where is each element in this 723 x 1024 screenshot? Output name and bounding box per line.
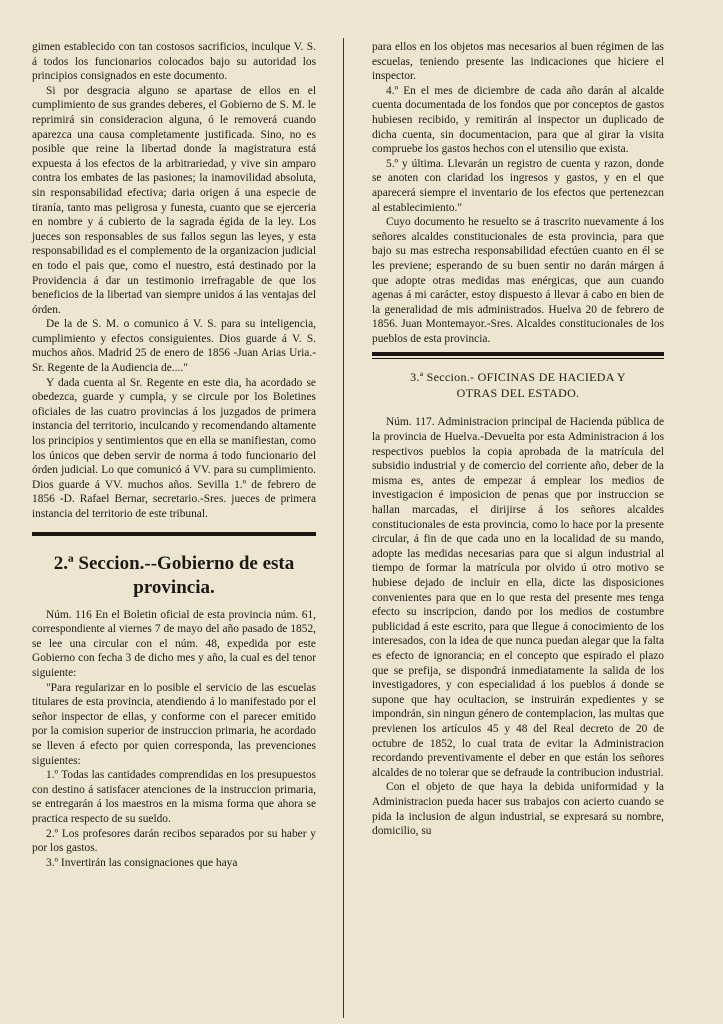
paragraph: Núm. 117. Administracion principal de Hacienda pública de la provincia de Huelva.-Devuelta por esta Administracion á los respectivos pueblos la copia aprobada de la matrícula del subsidio industrial y de comercio del corriente año, deber de la misma es, antes de empezar á emplear los medios de investigacion é imposicion de penas que por instruccion se hallan marcadas, el dirijirse á los señores alcaldes constitucionales de esta provincia, como lo hace por la presente circular, á fin de que cada uno en la localidad de su mando, adopte las medidas necesarias para que si algun industrial al tiempo de formar la matrícula por olvido ú otro motivo se hubiese dejado de incluir en ella, dicte las disposiciones convenientes para que en lo que resta del presente mes tenga efecto su inscripcion, dando por los medios de costumbre publicidad á este escrito, para que llegue á conocimiento de los interesados, con la idea de que nunca puedan alegar que la falta es efecto de ignorancia; en el concepto que espirado el plazo que se prefija, se dispondrá inmediatamente la salida de los investigadores, y con especialidad á los pueblos á donde se supone que hay ocultacion, se instruirán expedientes y se impondrán, sin ningun género de contemplacion, las multas que previenen los artículos 45 y 48 del Real decreto de 20 de octubre de 1852, lo cual trata de evitar la Administracion recordando preventivamente el deber en que están los señores alcaldes de no tolerar que se defraude la contribucion industrial. (372, 416, 664, 779)
paragraph: Con el objeto de que haya la debida uniformidad y la Administracion pueda hacer sus trabajos con acierto cuando se pida la inclusion de algun industrial, se expresará su nombre, domicilio, su (372, 781, 664, 838)
column-divider (343, 38, 344, 1018)
paragraph: gimen establecido con tan costosos sacrificios, inculque V. S. á todos los funcionarios colocados bajo su autoridad los principios consignados en este documento. (32, 41, 316, 83)
section-divider-thin (372, 358, 664, 359)
left-column (32, 40, 316, 1012)
paragraph: 1.º Todas las cantidades comprendidas en los presupuestos con destino á satisfacer atenciones de la instruccion primaria, se entregarán á los maestros en la misma forma que ahora se practica respecto de su sueldo. (32, 769, 316, 825)
paragraph: Núm. 116 En el Boletin oficial de esta provincia núm. 61, correspondiente al viernes 7 de mayo del año pasado de 1852, se lee una circular con el núm. 48, expedida por este Gobierno con fecha 3 de dicho mes y año, la cual es del tenor siguiente: (32, 608, 316, 679)
section-divider (32, 532, 316, 536)
paragraph: 3.º Invertirán las consignaciones que haya (46, 856, 238, 869)
paragraph: 2.º Los profesores darán recibos separados por su haber y por los gastos. (32, 827, 316, 855)
section-heading-gobierno: 2.ª Seccion.--Gobierno de esta provincia. (53, 552, 295, 598)
paragraph: Cuyo documento he resuelto se á trascrito nuevamente á los señores alcaldes constitucionales de esta provincia, para que bajo su mas estrecha responsabilidad efectúen cuanto en él se les previene; esperando de su buen sentir no darán márgen á que adopte otras medidas mas enérgicas, que aun cuando agenas á mi carácter, estoy dispuesto á llevar á cabo en bien de la generalidad de mis administrados. Huelva 20 de febrero de 1856. Juan Montemayor.-Sres. Alcaldes constitucionales de los pueblos de esta provincia. (372, 216, 664, 345)
paragraph: para ellos en los objetos mas necesarios al buen régimen de las escuelas, teniendo presente las indicaciones que hiciere el inspector. (372, 41, 664, 83)
paragraph: 5.º y última. Llevarán un registro de cuenta y razon, donde se anoten con claridad los ingresos y gastos, y en el que aparecerá siempre el inventario de los efectos que pertenezcan al establecimiento." (372, 157, 664, 214)
paragraph: Y dada cuenta al Sr. Regente en este dia, ha acordado se obedezca, guarde y cumpla, y se circule por los Boletines oficiales de las cuatro provincias á los juzgados de primera instancia del territorio, inculcando y recomendando altamente los principios y sentimientos que en ella se manifiestan, como los únicos que deben servir de norma á todo funcionario del órden judicial. Lo que comunicó á VV. para su cumplimiento. Dios guarde á VV. muchos años. Sevilla 1.º de febrero de 1856 -D. Rafael Bernar, secretario.-Sres. jueces de primera instancia del territorio de este tribunal. (32, 376, 316, 520)
paragraph: "Para regularizar en lo posible el servicio de las escuelas titulares de esta provincia, atendiendo á lo manifestado por el señor inspector de ellas, y conforme con el parecer emitido por la comision superior de instruccion primaria, he acordado se lleven á efecto por quien corresponda, las prevenciones siguientes: (32, 681, 316, 767)
paragraph: De la de S. M. o comunico á V. S. para su inteligencia, cumplimiento y efectos consiguientes. Dios guarde á V. S. muchos años. Madrid 25 de enero de 1856 -Juan Arias Uria.-Sr. Regente de la Audiencia de...." (32, 318, 316, 375)
section-divider (372, 352, 664, 356)
right-column (372, 40, 664, 1012)
section-heading-line: 3.ª Seccion.- OFICINAS DE HACIEDA Y (410, 370, 626, 385)
paragraph: 4.º En el mes de diciembre de cada año darán al alcalde cuenta documentada de los fondos que por conceptos de gastos hubiesen recibido, y remitirán al inspector un duplicado de dicha cuenta, sin documentacion, para que al girar la visita compruebe los gastos hechos con el utensilio que exista. (372, 84, 664, 156)
paragraph: Si por desgracia alguno se apartase de ellos en el cumplimiento de sus grandes deberes, el Gobierno de S. M. le reprimirá sin consideracion alguna, ó le removerá cuando aparezca una causa completamente justificada. Sino, no es posible que reine la libertad donde la magistratura está expuesta á los efectos de la arbitrariedad, y vive sin amparo contra los embates de las pasiones; la inamovilidad absoluta, sin responsabilidad efectiva; daria origen á una especie de tiranía, tanto mas peligrosa y funesta, cuanto que se ejerceria en nombre y á cubierto de la sagrada égida de la ley. Los jueces son responsables de sus fallos segun las leyes, y esta responsabilidad es el complemento de la organizacion judicial en todo el pais que, como el nuestro, está destinado por la Providencia á dar un testimonio irrefragable de que los beneficios de la libertad van siempre unidos á las ventajas del órden. (32, 84, 316, 316)
section-heading-line: OTRAS DEL ESTADO. (456, 386, 580, 401)
section-heading-hacienda (372, 369, 664, 401)
